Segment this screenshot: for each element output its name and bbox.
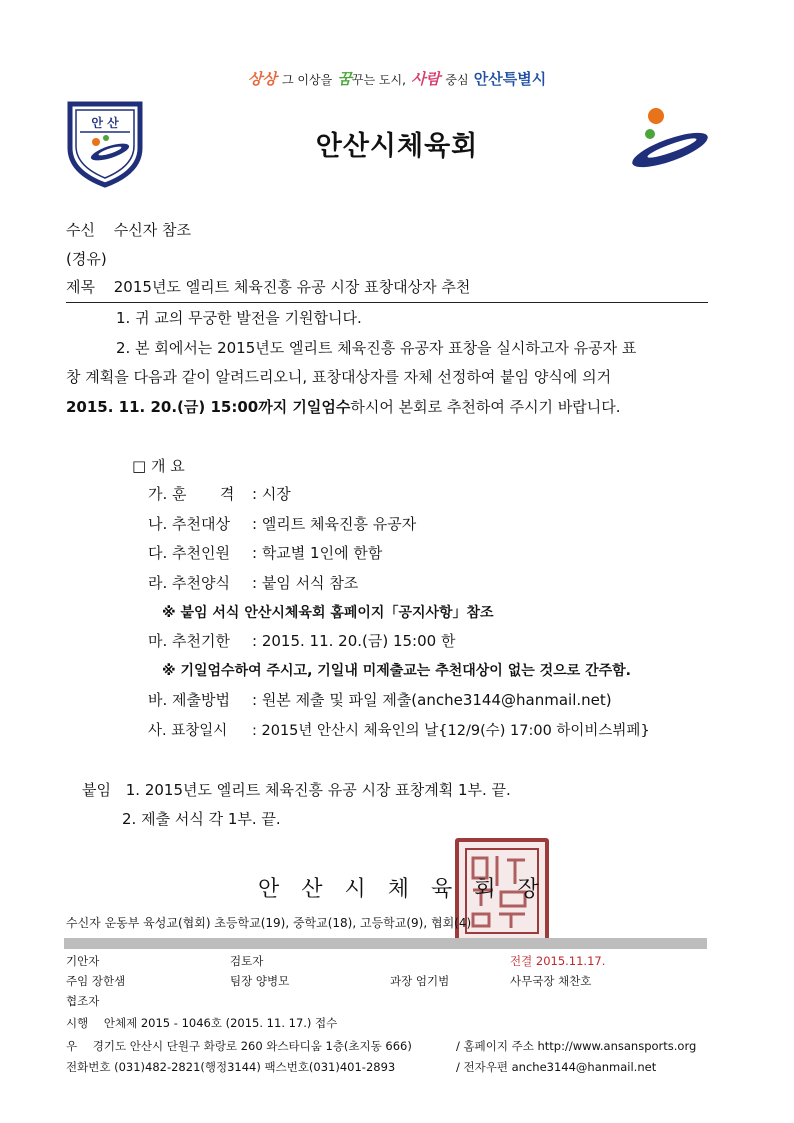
- drafter-label: 기안자: [66, 954, 100, 968]
- overview-item: [148, 689, 612, 710]
- homepage-url: / 홈페이지 주소 http://www.ansansports.org: [456, 1039, 697, 1053]
- overview-item: [148, 483, 291, 504]
- slogan-part: 사람: [411, 70, 441, 88]
- deadline-emphasis: 2015. 11. 20.(금) 15:00까지 기일엄수: [66, 398, 351, 416]
- overview-item-key: 마. 추천기한: [148, 632, 230, 650]
- overview-item-key: 바. 제출방법: [148, 691, 230, 709]
- subject-divider: [66, 302, 708, 303]
- secretary-general-name: 사무국장 채찬호: [510, 974, 592, 988]
- recipients-list: 수신자 운동부 육성교(협회) 초등학교(19), 중학교(18), 고등학교(9), 협회(4): [66, 916, 472, 930]
- slogan-part: 상상: [247, 70, 277, 88]
- section-chief-name: 과장 엄기범: [390, 974, 450, 988]
- attachment-item: 2. 제출 서식 각 1부. 끝.: [122, 810, 281, 828]
- overview-item: [148, 572, 358, 593]
- body-text: 하시어 본회로 추천하여 주시기 바랍니다.: [350, 398, 621, 416]
- staff-name: 주임 장한샘: [66, 974, 126, 988]
- cooperator-label: 협조자: [66, 994, 100, 1008]
- via-row: (경유): [66, 250, 107, 268]
- overview-item: [148, 513, 416, 534]
- overview-item-key: 사. 표창일시: [148, 723, 228, 739]
- final-approval-date: 전결 2015.11.17.: [510, 954, 606, 968]
- email-address: / 전자우편 anche3144@hanmail.net: [456, 1060, 657, 1074]
- overview-item-key: 라. 추천양식: [148, 574, 230, 592]
- overview-item-value: : 엘리트 체육진흥 유공자: [252, 515, 417, 533]
- overview-item-key: 가. 훈 격: [148, 485, 235, 503]
- overview-item-key: 다. 추천인원: [148, 544, 230, 562]
- body-paragraph-1: 1. 귀 교의 무궁한 발전을 기원합니다.: [116, 309, 362, 327]
- subject-row: [66, 276, 470, 297]
- body-paragraph-2-line-1: 2. 본 회에서는 2015년도 엘리트 체육진흥 유공자 표창을 실시하고자 유공자 표: [116, 339, 637, 357]
- phone-fax: 전화번호 (031)482-2821(행정3144) 팩스번호(031)401-2893: [66, 1060, 396, 1074]
- slogan-part: 꾸는 도시,: [351, 73, 406, 87]
- overview-note-2: ※ 기일엄수하여 주시고, 기일내 미제출교는 추천대상이 없는 것으로 간주함.: [162, 663, 631, 679]
- overview-item-value: : 2015. 11. 20.(금) 15:00 한: [252, 632, 456, 650]
- address-value: 경기도 안산시 단원구 화랑로 260 와스타디움 1층(초지동 666): [92, 1039, 412, 1053]
- sender-signature: 안산시체육회장: [258, 877, 561, 902]
- recipient-label: 수신: [66, 221, 95, 239]
- body-paragraph-2-line-3: [66, 396, 621, 417]
- attachment-row-1: [82, 779, 511, 800]
- overview-item-value: : 2015년 안산시 체육인의 날{12/9(수) 17:00 하이비스뷔페}: [252, 723, 650, 739]
- overview-item-value: : 원본 제출 및 파일 제출(anche3144@hanmail.net): [252, 691, 612, 709]
- enforcement-label: 시행: [66, 1016, 89, 1030]
- address-label: 우: [66, 1039, 78, 1053]
- logo-label: 안 산: [91, 116, 119, 130]
- slogan-part: 중심: [445, 73, 469, 87]
- overview-item-value: : 시장: [252, 485, 291, 503]
- overview-item: [148, 630, 455, 651]
- overview-item-key: 나. 추천대상: [148, 515, 230, 533]
- overview-item-value: : 붙임 서식 참조: [252, 574, 359, 592]
- organization-title: 안산시체육회: [315, 131, 479, 162]
- subject-value: 2015년도 엘리트 체육진흥 유공 시장 표창대상자 추천: [113, 278, 471, 296]
- attachment-label: 붙임: [82, 781, 111, 799]
- attachment-item: 1. 2015년도 엘리트 체육진흥 유공 시장 표창계획 1부. 끝.: [125, 781, 511, 799]
- overview-item: [148, 719, 650, 740]
- slogan: [0, 68, 794, 89]
- overview-item: [148, 542, 382, 563]
- enforcement-row: [66, 1015, 337, 1031]
- recipient-row: [66, 219, 191, 240]
- subject-label: 제목: [66, 278, 95, 296]
- recipient-value: 수신자 참조: [113, 221, 191, 239]
- slogan-part: 그 이상을: [281, 73, 333, 87]
- address-row: [66, 1038, 412, 1054]
- slogan-part: 안산특별시: [473, 70, 547, 88]
- team-leader-name: 팀장 양병모: [230, 974, 290, 988]
- slogan-part: 꿈: [337, 70, 352, 88]
- overview-item-value: : 학교별 1인에 한함: [252, 544, 383, 562]
- reviewer-label: 검토자: [230, 954, 264, 968]
- enforcement-value: 안체제 2015 - 1046호 (2015. 11. 17.) 접수: [103, 1016, 338, 1030]
- overview-note-1: ※ 붙임 서식 안산시체육회 홈페이지「공지사항」참조: [162, 605, 494, 621]
- approval-divider-bar: [64, 938, 707, 949]
- body-paragraph-2-line-2: 창 계획을 다음과 같이 알려드리오니, 표창대상자를 자체 선정하여 붙임 양식에 의거: [66, 368, 612, 386]
- overview-heading: □ 개 요: [132, 457, 185, 475]
